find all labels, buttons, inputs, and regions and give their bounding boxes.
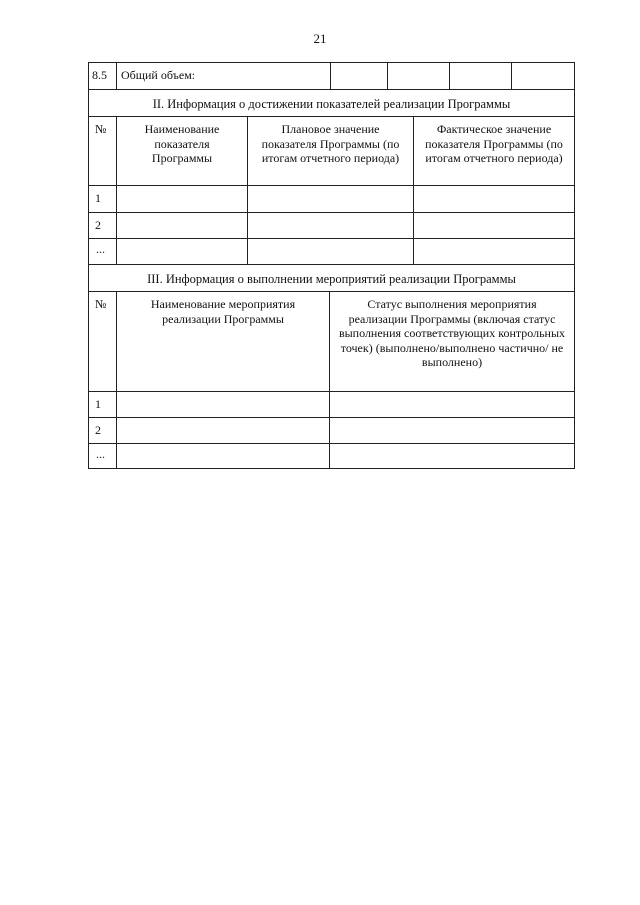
section-2-header-name: Наименование показателя Программы bbox=[117, 117, 248, 186]
section-2-row-actual-cell bbox=[414, 213, 575, 239]
section-2-row-name-cell bbox=[117, 186, 248, 213]
section-2-row-planned-cell bbox=[248, 213, 414, 239]
row-8-5-label: Общий объем: bbox=[117, 63, 331, 90]
section-2-row-number: 2 bbox=[89, 213, 117, 239]
section-3-row-number: 1 bbox=[89, 392, 117, 418]
section-3-row-name-cell bbox=[117, 392, 330, 418]
section-3-heading: III. Информация о выполнении мероприятий реализации Программы bbox=[89, 265, 575, 292]
row-8-5-value-cell bbox=[388, 63, 450, 90]
section-2-row-name-cell bbox=[117, 213, 248, 239]
section-2-row-planned-cell bbox=[248, 186, 414, 213]
section-2-row-planned-cell bbox=[248, 239, 414, 265]
section-3-row-status-cell bbox=[330, 392, 575, 418]
section-3-row-name-cell bbox=[117, 444, 330, 469]
section-2-row-name-cell bbox=[117, 239, 248, 265]
page-number: 21 bbox=[313, 31, 327, 46]
report-table bbox=[88, 62, 575, 469]
section-3-header-name: Наименование мероприятия реализации Программы bbox=[117, 292, 330, 392]
section-3-row-status-cell bbox=[330, 444, 575, 469]
section-2-header-planned: Плановое значение показателя Программы (по итогам отчетного периода) bbox=[248, 117, 414, 186]
section-2-row-actual-cell bbox=[414, 186, 575, 213]
section-3-row-number: 2 bbox=[89, 418, 117, 444]
section-3-row-status-cell bbox=[330, 418, 575, 444]
section-3-row-number: ... bbox=[89, 444, 117, 469]
section-2-row-actual-cell bbox=[414, 239, 575, 265]
row-8-5-value-cell bbox=[450, 63, 512, 90]
section-2-heading: II. Информация о достижении показателей реализации Программы bbox=[89, 90, 575, 117]
row-8-5-value-cell bbox=[331, 63, 388, 90]
section-3-header-num: № bbox=[89, 292, 117, 392]
section-3-header-status: Статус выполнения мероприятия реализации Программы (включая статус выполнения соответствующих контрольных точек) (выполнено/выполнено частично/ не выполнено) bbox=[330, 292, 575, 392]
section-3-row-name-cell bbox=[117, 418, 330, 444]
section-2-header-actual: Фактическое значение показателя Программы (по итогам отчетного периода) bbox=[414, 117, 575, 186]
row-8-5-value-cell bbox=[512, 63, 575, 90]
section-2-header-num: № bbox=[89, 117, 117, 186]
section-2-row-number: 1 bbox=[89, 186, 117, 213]
section-2-row-number: ... bbox=[89, 239, 117, 265]
row-8-5-number: 8.5 bbox=[89, 63, 117, 90]
